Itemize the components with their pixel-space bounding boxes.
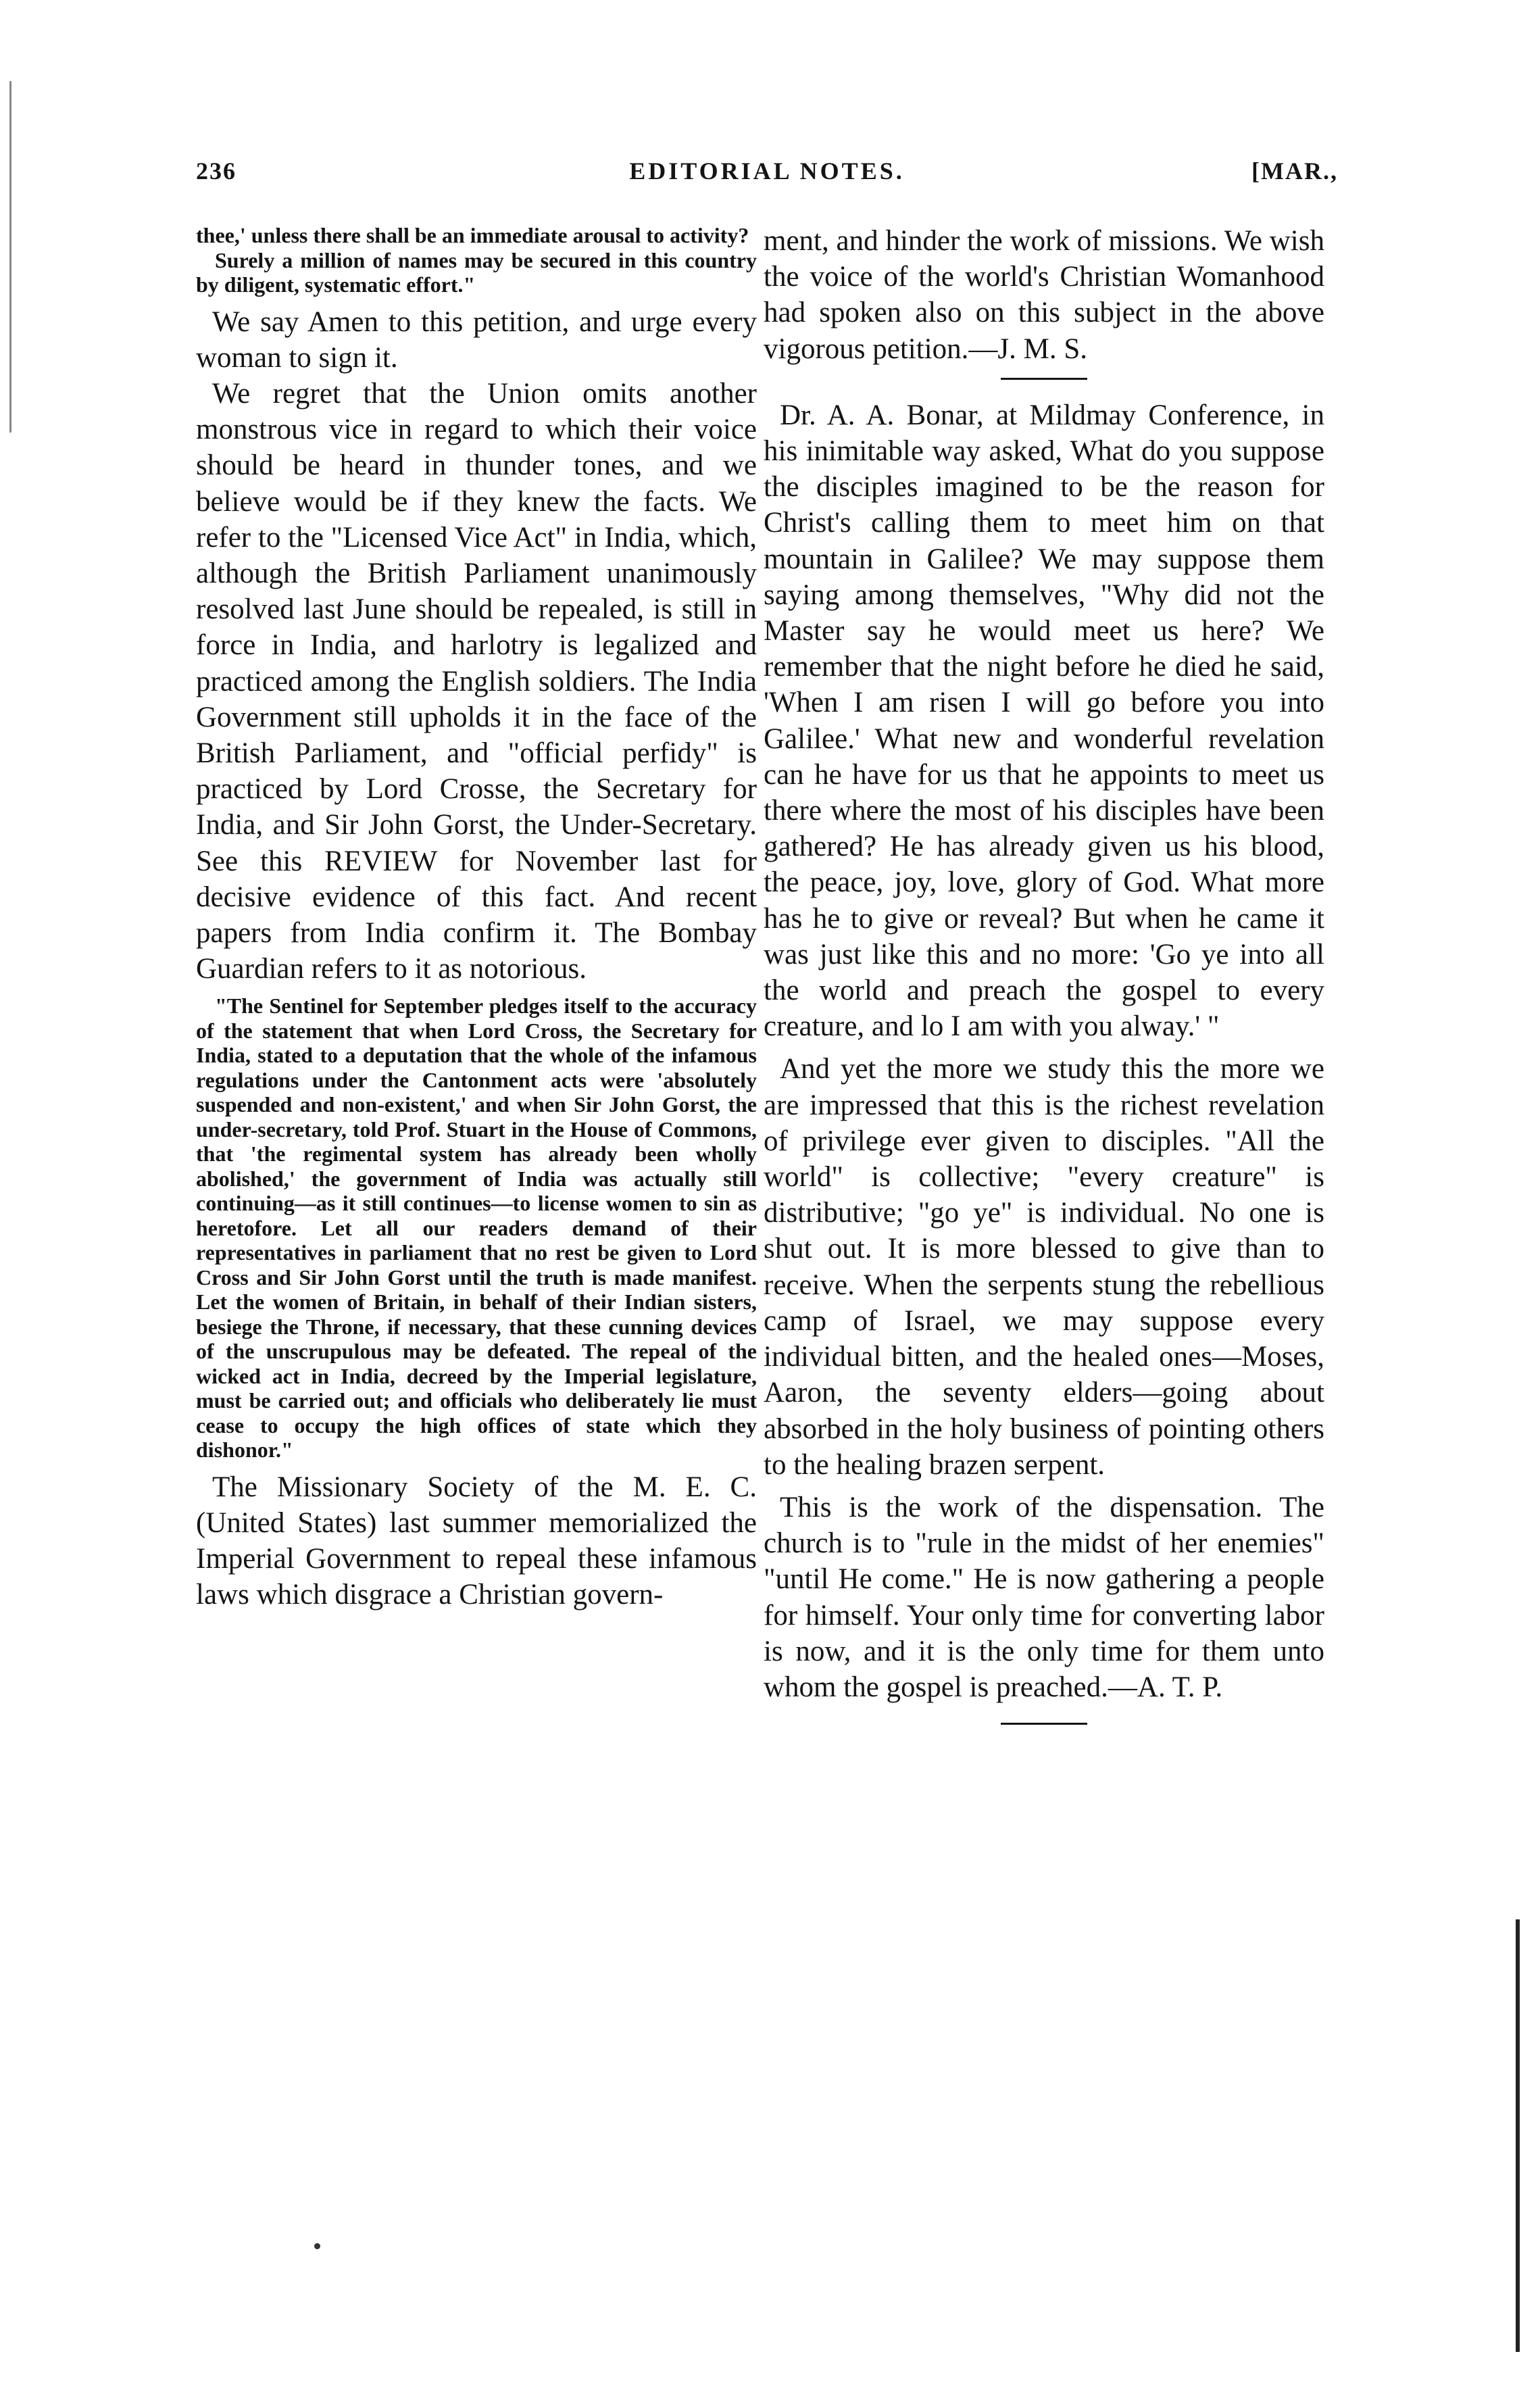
bonar-paragraph: Dr. A. A. Bonar, at Mildmay Conference, in his inimitable way asked, What do you suppose the disciples imagined to be the reason for Christ's calling them to meet him on that mountain in Galilee? We may suppose them saying among themselves, "Why did not the Master say he would meet us here? We remember that the night before he died he said, 'When I am risen I will go before you into Galilee.' What new and wonderful revelation can he have for us that he appoints to meet us there where the most of his disciples have been gathered? He has already given us his blood, the peace, joy, love, glory of God. What more has he to give or reveal? But when he came it was just like this and no more: 'Go ye into all the world and preach the gospel to every creature, and lo I am with you alway.' " bbox=[764, 399, 1324, 1043]
amen-paragraph: We say Amen to this petition, and urge every woman to sign it. bbox=[196, 305, 757, 374]
ink-speck bbox=[314, 2243, 320, 2249]
petition-quote-end: thee,' unless there shall be an immediate arousal to activity? bbox=[196, 223, 749, 247]
right-column bbox=[764, 223, 1324, 1725]
running-month: [MAR., bbox=[1251, 157, 1338, 185]
left-column bbox=[196, 223, 757, 1613]
petition-quote-closing: Surely a million of names may be secured in this country by diligent, systematic effort." bbox=[196, 247, 757, 297]
licensed-vice-paragraph: We regret that the Union omits another monstrous vice in regard to which their voice should be heard in thunder tones, and we believe would be if they knew the facts. We refer to the "Licensed Vice Act" in India, which, although the British Parliament unanimously resolved last June should be repealed, is still in force in India, and harlotry is legalized and practiced among the English soldiers. The India Government still upholds it in the face of the British Parliament, and "official perfidy" is practiced by Lord Crosse, the Secretary for India, and Sir John Gorst, the Under-Secretary. See this REVIEW for November last for decisive evidence of this fact. And recent papers from India confirm it. The Bombay Guardian refers to it as notorious. bbox=[196, 377, 757, 985]
sentinel-quote: "The Sentinel for September pledges itself to the accuracy of the statement that when Lord Cross, the Secretary for India, stated to a deputation that the whole of the infamous regulations under the Cantonment acts were 'absolutely suspended and non-existent,' and when Sir John Gorst, the under-secretary, told Prof. Stuart in the House of Commons, that 'the regimental system has already been wholly abolished,' the government of India was actually still continuing—as it still continues—to license women to sin as heretofore. Let all our readers demand of their representatives in parliament that no rest be given to Lord Cross and Sir John Gorst until the truth is made manifest. Let the women of Britain, in behalf of their Indian sisters, besiege the Throne, if necessary, that these cunning devices of the unscrupulous may be defeated. The repeal of the wicked act in India, decreed by the Imperial legislature, must be carried out; and officials who deliberately lie must cease to occupy the high offices of state which they dishonor." bbox=[196, 993, 757, 1463]
running-header bbox=[196, 157, 1338, 197]
page-number: 236 bbox=[196, 157, 237, 185]
continuation-paragraph: ment, and hinder the work of missions. We wish the voice of the world's Christian Womanhood had spoken also on this subject in the above vigorous petition.—J. M. S. bbox=[764, 225, 1324, 365]
section-divider bbox=[1001, 378, 1087, 380]
left-edge-mark bbox=[9, 81, 11, 433]
missionary-society-paragraph: The Missionary Society of the M. E. C. (United States) last summer memorialized the Imperial Government to repeal these infamous laws which disgrace a Christian govern- bbox=[196, 1471, 757, 1611]
dispensation-paragraph: This is the work of the dispensation. The church is to "rule in the midst of her enemies" "until He come." He is now gathering a people for himself. Your only time for converting labor is now, and it is the only time for them unto whom the gospel is preached.—A. T. P. bbox=[764, 1491, 1324, 1703]
richest-revelation-paragraph: And yet the more we study this the more we are impressed that this is the richest revelation of privilege ever given to disciples. "All the world" is collective; "every creature" is distributive; "go ye" is individual. No one is shut out. It is more blessed to give than to receive. When the serpents stung the rebellious camp of Israel, we may suppose every individual bitten, and the healed ones—Moses, Aaron, the seventy elders—going about absorbed in the holy business of pointing others to the healing brazen serpent. bbox=[764, 1053, 1324, 1481]
running-title: EDITORIAL NOTES. bbox=[629, 157, 905, 185]
page-edge-shadow bbox=[1516, 1919, 1520, 2352]
end-divider bbox=[1001, 1723, 1087, 1725]
